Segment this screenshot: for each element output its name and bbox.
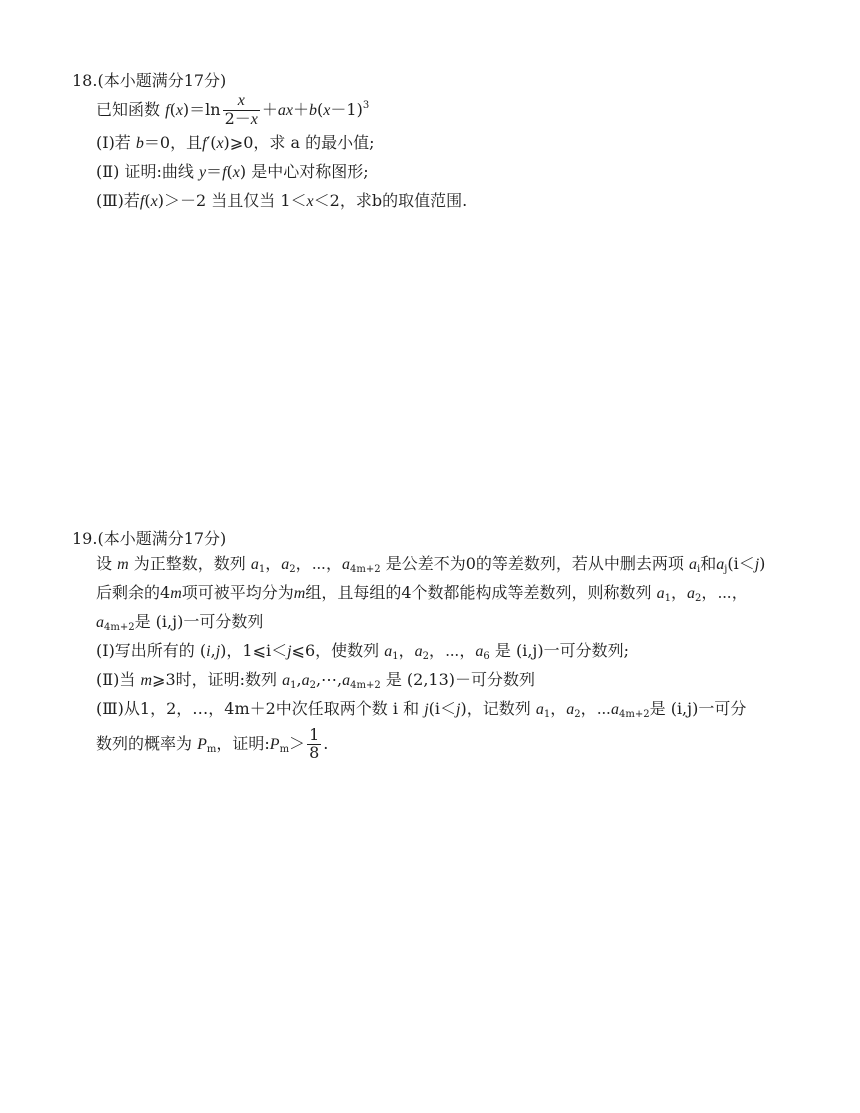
q18-intro: 已知函数 f(x)＝ln $\frac{x}{2-x}$ $+ax+b(x-1)^3$ <box>96 92 370 128</box>
question-19 <box>72 528 812 765</box>
question-18 <box>72 70 812 216</box>
q19-line2-a: 后剩余的 <box>96 583 161 602</box>
q19-part-3-line-2: 数列的概率为 $P_m$，证明$:P_m>$ $\frac{1}{8}$ . <box>96 725 329 762</box>
q19-part-3-mid: ，记数列 <box>466 699 531 718</box>
q19-intro-line-1: 设 m 为正整数，数列 $a_1$，$a_2$，⋯，$a_{4m+2}$ 是公差不为0的等差数列，若从中删去两项 $a_i$和$a_j(i<j)$ <box>96 554 766 575</box>
q18-part-1: (Ⅰ)若 b＝0，且f′(x)⩾0，求 a 的最小值; <box>96 132 375 152</box>
q19-part-3-label: (Ⅲ)从1，2，…，4m＋2中次任取两个数 i 和 <box>96 699 420 718</box>
q19-intro-a: 设 <box>96 554 113 573</box>
fraction: $\frac{1}{8}$ <box>309 725 320 762</box>
q18-part-2: (Ⅱ) 证明:曲线 y＝f(x) 是中心对称图形; <box>96 161 369 181</box>
q18-part-3-tail: ，求b的取值范围. <box>339 190 468 210</box>
q19-part-1-label: (Ⅰ)写出所有的 <box>96 641 195 660</box>
q18-part-2-tail: 是中心对称图形; <box>251 161 369 181</box>
q18-part-2-label: (Ⅱ) 证明:曲线 <box>96 161 194 181</box>
q18-part-3: (Ⅲ)若f(x)＞－2 当且仅当 1＜x＜2，求b的取值范围. <box>96 190 468 210</box>
q19-intro-b: 为正整数，数列 <box>133 554 246 573</box>
q18-part-1-label: (Ⅰ)若 <box>96 132 131 152</box>
q19-part-3-line2-prefix: 数列的概率为 <box>96 734 193 753</box>
q18-part-1-tail: ，求 a 的最小值; <box>253 132 375 152</box>
q18-part-1-cond: ，且 <box>170 132 203 152</box>
q19-part-3-tail: 是 (i,j)一可分 <box>649 699 747 718</box>
q18-part-3-mid: 当且仅当 <box>211 190 276 210</box>
q19-intro-line-2: 后剩余的4m项可被平均分为m组，且每组的4个数都能构成等差数列，则称数列 $a_1$，$a_2$，⋯， <box>96 583 748 604</box>
q19-part-2-label: (Ⅱ)当 <box>96 670 136 689</box>
q19-part-1-tail: 是 (i,j)一可分数列; <box>494 641 630 660</box>
q19-part-2: (Ⅱ)当 m⩾3时，证明:数列 $a_1,a_2,\cdots,a_{4m+2}$ 是 (2,13)－可分数列 <box>96 670 536 691</box>
q19-part-2-tail: 是 (2,13)－可分数列 <box>385 670 536 689</box>
q19-line3-tail: 是 (i,j)一可分数列 <box>134 612 264 631</box>
q19-intro-c: 是公差不为0的等差数列，若从中删去两项 <box>385 554 684 573</box>
q19-heading: 19.(本小题满分17分) <box>72 529 227 548</box>
q19-line2-c: 组，且每组的4个数都能构成等差数列，则称数列 <box>305 583 652 602</box>
q19-intro-d: 和 <box>700 554 717 573</box>
q19-part-3: (Ⅲ)从1，2，…，4m＋2中次任取两个数 i 和 j(i＜j)，记数列 $a_1$，$a_2$，$\cdots a_{4m+2}$是 (i,j)一可分 <box>96 699 747 720</box>
q19-part-1: (Ⅰ)写出所有的 (i,j)，1⩽i＜j⩽6，使数列 $a_1$，$a_2$，⋯，$a_6$ 是 (i,j)一可分数列; <box>96 641 630 662</box>
q19-part-3-line2-mid: ，证明: <box>216 734 270 753</box>
q19-line2-b: 项可被平均分为 <box>181 583 294 602</box>
q18-intro-text: 已知函数 <box>96 99 161 119</box>
q18-heading: 18.(本小题满分17分) <box>72 71 227 90</box>
q18-part-3-label: (Ⅲ)若 <box>96 190 140 210</box>
fraction: $\frac{x}{2-x}$ <box>224 92 258 128</box>
q19-part-2-mid: 时，证明:数列 <box>175 670 278 689</box>
q19-intro-line-3: $a_{4m+2}$是 (i,j)一可分数列 <box>96 612 264 633</box>
q19-part-1-mid: ，使数列 <box>315 641 380 660</box>
